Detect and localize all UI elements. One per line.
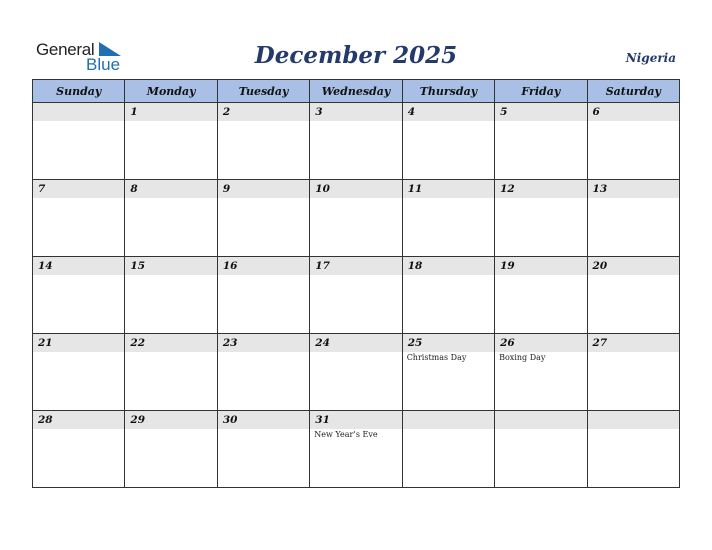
day-cell bbox=[217, 334, 309, 411]
weekday-header-row bbox=[33, 80, 680, 103]
day-cell bbox=[402, 257, 494, 334]
day-number-bar bbox=[218, 334, 309, 352]
day-number: 5 bbox=[500, 106, 508, 118]
day-number: 13 bbox=[592, 183, 608, 195]
day-cell bbox=[217, 411, 309, 488]
day-number: 20 bbox=[592, 260, 608, 272]
day-number: 17 bbox=[315, 260, 330, 272]
week-row bbox=[33, 180, 680, 257]
country-label: Nigeria bbox=[625, 51, 676, 65]
day-number: 26 bbox=[500, 337, 515, 349]
weekday-header: Friday bbox=[495, 80, 587, 103]
day-number: 3 bbox=[315, 106, 323, 118]
day-number-bar bbox=[33, 257, 124, 275]
day-cell bbox=[587, 103, 679, 180]
calendar-grid bbox=[32, 79, 680, 488]
day-number: 11 bbox=[407, 183, 423, 195]
day-cell bbox=[125, 103, 217, 180]
day-number-bar bbox=[588, 334, 679, 352]
day-cell bbox=[402, 103, 494, 180]
day-cell bbox=[587, 334, 679, 411]
day-number-bar bbox=[218, 257, 309, 275]
day-number: 12 bbox=[500, 183, 515, 195]
day-number: 10 bbox=[315, 183, 330, 195]
weekday-header: Tuesday bbox=[217, 80, 309, 103]
weekday-header: Thursday bbox=[402, 80, 494, 103]
day-cell bbox=[33, 334, 125, 411]
day-number-bar bbox=[125, 257, 216, 275]
day-number: 6 bbox=[592, 106, 600, 118]
day-cell bbox=[587, 180, 679, 257]
day-number: 4 bbox=[407, 106, 415, 118]
day-number: 14 bbox=[38, 260, 53, 272]
day-number-bar bbox=[33, 103, 124, 121]
day-number-bar bbox=[33, 411, 124, 429]
day-cell bbox=[495, 103, 587, 180]
page-title: December 2025 bbox=[254, 42, 458, 69]
day-cell bbox=[33, 257, 125, 334]
holiday-label: New Year’s Eve bbox=[314, 430, 378, 439]
day-number: 1 bbox=[130, 106, 138, 118]
day-number-bar bbox=[588, 257, 679, 275]
weekday-header: Monday bbox=[125, 80, 217, 103]
day-number: 31 bbox=[315, 414, 330, 426]
week-row bbox=[33, 103, 680, 180]
day-number: 25 bbox=[407, 337, 423, 349]
day-number: 2 bbox=[222, 106, 231, 118]
day-number: 28 bbox=[38, 414, 53, 426]
day-number-bar bbox=[218, 411, 309, 429]
day-number-bar bbox=[33, 180, 124, 198]
day-number: 24 bbox=[315, 337, 330, 349]
day-cell bbox=[310, 334, 402, 411]
day-number-bar bbox=[33, 334, 124, 352]
day-cell bbox=[217, 103, 309, 180]
day-number-bar bbox=[125, 103, 216, 121]
day-number: 18 bbox=[407, 260, 423, 272]
day-cell bbox=[310, 180, 402, 257]
weekday-header: Sunday bbox=[33, 80, 125, 103]
day-number-bar bbox=[310, 411, 401, 429]
holiday-label: Boxing Day bbox=[499, 353, 546, 362]
day-number-bar bbox=[588, 103, 679, 121]
day-cell bbox=[402, 411, 494, 488]
day-number-bar bbox=[403, 180, 494, 198]
day-number: 15 bbox=[130, 260, 146, 272]
day-number-bar bbox=[588, 411, 679, 429]
day-cell bbox=[587, 411, 679, 488]
week-row bbox=[33, 257, 680, 334]
logo-general-text: General bbox=[36, 40, 95, 59]
day-number-bar bbox=[218, 180, 309, 198]
day-number-bar bbox=[218, 103, 309, 121]
day-number: 23 bbox=[222, 337, 238, 349]
day-number: 19 bbox=[500, 260, 515, 272]
day-cell bbox=[33, 103, 125, 180]
day-cell bbox=[125, 334, 217, 411]
day-cell bbox=[125, 180, 217, 257]
day-number: 30 bbox=[222, 414, 238, 426]
day-cell bbox=[310, 411, 402, 488]
weekday-header: Saturday bbox=[587, 80, 679, 103]
week-row bbox=[33, 334, 680, 411]
day-number-bar bbox=[310, 103, 401, 121]
day-number-bar bbox=[125, 334, 216, 352]
day-cell bbox=[402, 180, 494, 257]
day-number-bar bbox=[495, 180, 586, 198]
day-number-bar bbox=[495, 103, 586, 121]
day-cell bbox=[33, 180, 125, 257]
day-number: 8 bbox=[130, 183, 138, 195]
logo-blue-text: Blue bbox=[86, 55, 121, 74]
day-number: 27 bbox=[592, 337, 608, 349]
day-number: 16 bbox=[222, 260, 238, 272]
day-cell bbox=[495, 334, 587, 411]
day-cell bbox=[310, 257, 402, 334]
day-number-bar bbox=[588, 180, 679, 198]
day-number-bar bbox=[125, 180, 216, 198]
weekday-header: Wednesday bbox=[310, 80, 402, 103]
day-cell bbox=[495, 180, 587, 257]
day-number: 21 bbox=[38, 337, 53, 349]
day-number: 22 bbox=[130, 337, 146, 349]
day-number: 29 bbox=[130, 414, 146, 426]
day-number-bar bbox=[403, 257, 494, 275]
day-cell bbox=[33, 411, 125, 488]
day-number-bar bbox=[403, 334, 494, 352]
day-cell bbox=[495, 411, 587, 488]
day-cell bbox=[125, 411, 217, 488]
day-number-bar bbox=[125, 411, 216, 429]
day-number-bar bbox=[495, 411, 586, 429]
day-number-bar bbox=[495, 334, 586, 352]
day-cell bbox=[495, 257, 587, 334]
week-row bbox=[33, 411, 680, 488]
day-number-bar bbox=[310, 257, 401, 275]
day-number-bar bbox=[310, 334, 401, 352]
day-number: 9 bbox=[222, 183, 231, 195]
day-cell bbox=[217, 180, 309, 257]
holiday-label: Christmas Day bbox=[406, 353, 467, 362]
day-number-bar bbox=[310, 180, 401, 198]
day-number-bar bbox=[403, 103, 494, 121]
day-cell bbox=[402, 334, 494, 411]
day-cell bbox=[217, 257, 309, 334]
day-cell bbox=[587, 257, 679, 334]
day-number-bar bbox=[495, 257, 586, 275]
day-cell bbox=[310, 103, 402, 180]
day-number-bar bbox=[403, 411, 494, 429]
day-cell bbox=[125, 257, 217, 334]
day-number: 7 bbox=[38, 183, 46, 195]
